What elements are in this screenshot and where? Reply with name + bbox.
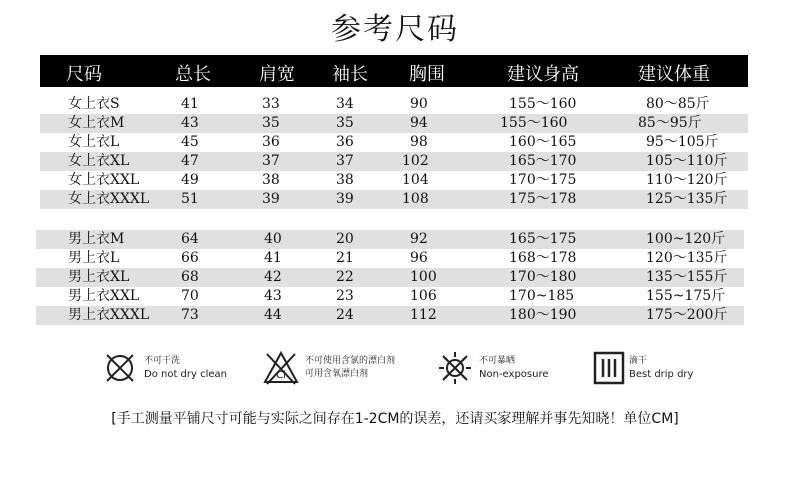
cell-chest: 108 [402,191,429,207]
care-item-no-bleach [263,350,433,390]
cell-chest: 100 [410,269,437,285]
cell-height: 155～160 [509,96,577,112]
cell-length: 70 [181,288,199,304]
cell-sleeve: 37 [336,153,354,169]
cell-weight: 110～120斤 [646,172,728,188]
cell-weight: 80～85斤 [646,96,710,112]
cell-chest: 112 [410,307,437,323]
cell-weight: 95～105斤 [646,134,719,150]
no-bleach-icon [263,350,299,386]
page-title: 参考尺码 [331,12,459,47]
cell-height: 165～175 [509,231,577,247]
cell-shoulder: 41 [264,250,282,266]
table-row [40,190,748,209]
cell-sleeve: 20 [336,231,354,247]
cell-weight: 85～95斤 [638,115,702,131]
cell-size: 女上衣XXL [68,172,140,188]
header-sleeve: 袖长 [332,64,368,85]
cell-weight: 120～135斤 [646,250,728,266]
cell-shoulder: 40 [264,231,282,247]
header-height: 建议身高 [507,64,579,85]
table-row [40,171,748,190]
table-row [36,268,744,287]
table-row [40,133,748,152]
cell-height: 170~185 [509,288,575,304]
cell-size: 女上衣XL [68,153,130,169]
cell-size: 女上衣L [68,134,120,150]
cell-size: 男上衣XL [68,269,130,285]
header-weight: 建议体重 [638,64,710,85]
cell-sleeve: 39 [336,191,354,207]
cell-chest: 92 [410,231,428,247]
cell-shoulder: 38 [262,172,280,188]
cell-sleeve: 22 [336,269,354,285]
cell-weight: 105～110斤 [646,153,728,169]
cell-length: 41 [181,96,199,112]
cell-chest: 102 [402,153,429,169]
cell-chest: 98 [410,134,428,150]
header-chest: 胸围 [409,64,445,85]
cell-height: 160～165 [509,134,577,150]
cell-height: 180～190 [509,307,577,323]
cell-length: 49 [181,172,199,188]
no-sun-exposure-icon [437,350,473,386]
care-label-cn: 不可使用含氯的漂白剂 [305,356,396,366]
cell-sleeve: 36 [336,134,354,150]
cell-sleeve: 34 [336,96,354,112]
cell-chest: 96 [410,250,428,266]
cell-weight: 135～155斤 [646,269,728,285]
care-label-cn: 滴干 [629,356,648,366]
cell-chest: 90 [410,96,428,112]
cell-height: 165～170 [509,153,577,169]
cell-shoulder: 43 [264,288,282,304]
size-table-header [40,55,748,87]
cell-size: 男上衣XXL [68,288,140,304]
cell-length: 51 [181,191,199,207]
cell-chest: 94 [410,115,428,131]
cell-size: 女上衣M [68,115,125,131]
cell-size: 女上衣XXXL [68,191,150,207]
care-label-cn: 不可暴晒 [479,356,516,366]
cell-height: 155～160 [500,115,568,131]
cell-shoulder: 33 [262,96,280,112]
cell-weight: 100~120斤 [646,231,726,247]
cell-length: 68 [181,269,199,285]
bleach-symbol: Cl [276,370,286,381]
care-item-drip-dry [593,350,733,390]
cell-chest: 106 [410,288,437,304]
care-label-cn: 不可干洗 [144,356,181,366]
drip-dry-icon [593,350,625,386]
care-item-no-sun-exposure [437,350,577,390]
table-row [40,114,748,133]
table-row [40,152,748,171]
cell-length: 45 [181,134,199,150]
care-label-en: Best drip dry [629,369,694,380]
table-row [40,95,748,114]
cell-sleeve: 38 [336,172,354,188]
table-row [36,306,744,325]
no-dry-clean-icon [104,350,136,386]
cell-length: 66 [181,250,199,266]
cell-height: 170～180 [509,269,577,285]
cell-sleeve: 21 [336,250,354,266]
cell-shoulder: 44 [264,307,282,323]
cell-length: 73 [181,307,199,323]
cell-sleeve: 35 [336,115,354,131]
header-size: 尺码 [66,64,102,85]
measurement-note: [手工测量平铺尺寸可能与实际之间存在1-2CM的误差，还请买家理解并事先知晓！单位CM] [111,411,679,427]
cell-size: 男上衣M [68,231,125,247]
cell-size: 男上衣XXXL [68,307,150,323]
cell-weight: 155~175斤 [646,288,726,304]
cell-height: 175～178 [509,191,577,207]
table-row [36,249,744,268]
cell-size: 女上衣S [68,96,120,112]
cell-shoulder: 37 [262,153,280,169]
care-label-cn-2: 可用含氧漂白剂 [305,369,369,379]
care-label-en: Do not dry clean [144,369,228,380]
cell-shoulder: 42 [264,269,282,285]
cell-chest: 104 [402,172,429,188]
cell-height: 168～178 [509,250,577,266]
cell-sleeve: 23 [336,288,354,304]
care-label-en: Non-exposure [479,369,549,380]
care-item-no-dry-clean [104,350,244,390]
cell-shoulder: 36 [262,134,280,150]
cell-sleeve: 24 [336,307,354,323]
table-row [36,230,744,249]
cell-shoulder: 35 [262,115,280,131]
header-shoulder: 肩宽 [259,64,295,85]
cell-length: 47 [181,153,199,169]
cell-shoulder: 39 [262,191,280,207]
cell-length: 64 [181,231,199,247]
cell-size: 男上衣L [68,250,120,266]
cell-height: 170～175 [509,172,577,188]
table-row [36,287,744,306]
cell-length: 43 [181,115,199,131]
cell-weight: 175～200斤 [646,307,728,323]
cell-weight: 125～135斤 [646,191,728,207]
header-length: 总长 [175,64,211,85]
